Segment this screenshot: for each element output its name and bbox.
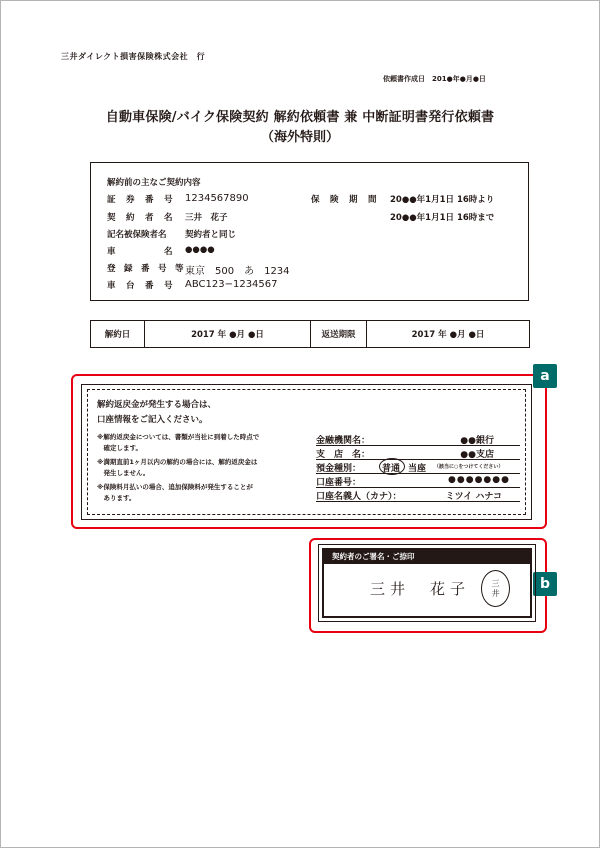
refund-note: あります。	[97, 494, 136, 502]
bank-name-value: ●●銀行	[460, 436, 494, 446]
vehicle-value: ●●●●	[185, 245, 215, 255]
recipient-company: 三井ダイレクト損害保険株式会社 行	[61, 52, 206, 61]
account-type-other: 当座	[408, 464, 427, 474]
insured-label: 記名被保険者名	[107, 230, 167, 240]
signature-heading: 契約者のご署名・ご捺印	[324, 550, 530, 564]
period-label: 保 険 期 間	[311, 195, 378, 205]
account-holder-row	[316, 489, 520, 502]
account-number-label: 口座番号：	[316, 478, 362, 488]
account-holder-label: 口座名義人（カナ）：	[316, 492, 402, 502]
refund-note: ※満期直前1ヶ月以内の解約の場合には、解約返戻金は	[97, 458, 258, 466]
document-subtitle: （海外特則）	[260, 130, 339, 145]
branch-name-label: 支 店 名：	[316, 450, 371, 460]
account-type-selected: 普通	[382, 464, 401, 474]
account-number-row	[316, 475, 520, 488]
bank-name-label: 金融機関名：	[316, 436, 371, 446]
account-type-row	[316, 461, 520, 474]
period-start: 20●●年1月1日 16時より	[390, 195, 495, 205]
insured-value: 契約者と同じ	[185, 230, 237, 240]
branch-name-value: ●●支店	[460, 450, 494, 460]
registration-value: 東京 500 あ 1234	[185, 266, 290, 277]
seal-char-bottom: 井	[491, 588, 500, 598]
name-seal	[481, 570, 510, 607]
contract-details-box	[90, 162, 529, 301]
request-date: 依頼書作成日 201●年●月●日	[383, 75, 486, 83]
bank-name-row	[316, 433, 520, 446]
refund-note: ※保険料月払いの場合、追加保険料が発生することが	[97, 483, 253, 491]
cancel-date-label: 解約日	[91, 321, 145, 347]
refund-heading-line2: 口座情報をご記入ください。	[97, 415, 208, 425]
refund-note: 確定します。	[97, 444, 142, 452]
return-deadline-value: 2017 年 ●月 ●日	[411, 330, 485, 340]
signature-name: 三井 花子	[370, 580, 471, 598]
account-type-label: 預金種別：	[316, 464, 362, 474]
badge-a: a	[533, 364, 557, 388]
chassis-value: ABC123−1234567	[185, 279, 278, 290]
account-type-hint: （該当に○をつけてください）	[434, 464, 504, 470]
cancel-date-value: 2017 年 ●月 ●日	[145, 321, 311, 347]
refund-note: ※解約返戻金については、書類が当社に到着した時点で	[97, 433, 260, 441]
refund-note: 発生しません。	[97, 469, 150, 477]
policy-number-label: 証 券 番 号	[107, 195, 174, 205]
period-end: 20●●年1月1日 16時まで	[390, 213, 495, 223]
selection-circle	[379, 458, 405, 475]
chassis-label: 車 台 番 号	[107, 281, 174, 291]
document-title: 自動車保険/バイク保険契約 解約依頼書 兼 中断証明書発行依頼書	[105, 110, 495, 125]
contractor-label: 契 約 者 名	[107, 213, 174, 223]
contractor-value: 三井 花子	[185, 213, 228, 223]
badge-b: b	[533, 572, 557, 596]
refund-heading-line1: 解約返戻金が発生する場合は、	[97, 400, 217, 410]
contract-heading: 解約前の主なご契約内容	[107, 178, 201, 188]
policy-number-value: 1234567890	[185, 193, 249, 204]
account-number-value: ●●●●●●●	[448, 475, 510, 485]
seal-char-top: 三	[491, 578, 500, 588]
account-holder-value: ミツイ ハナコ	[445, 492, 502, 502]
vehicle-label: 車 名	[107, 247, 174, 257]
branch-name-row	[316, 447, 520, 460]
return-deadline-label: 返送期限	[311, 321, 367, 347]
registration-label: 登 録 番 号 等	[107, 264, 184, 274]
dates-table	[90, 320, 530, 348]
